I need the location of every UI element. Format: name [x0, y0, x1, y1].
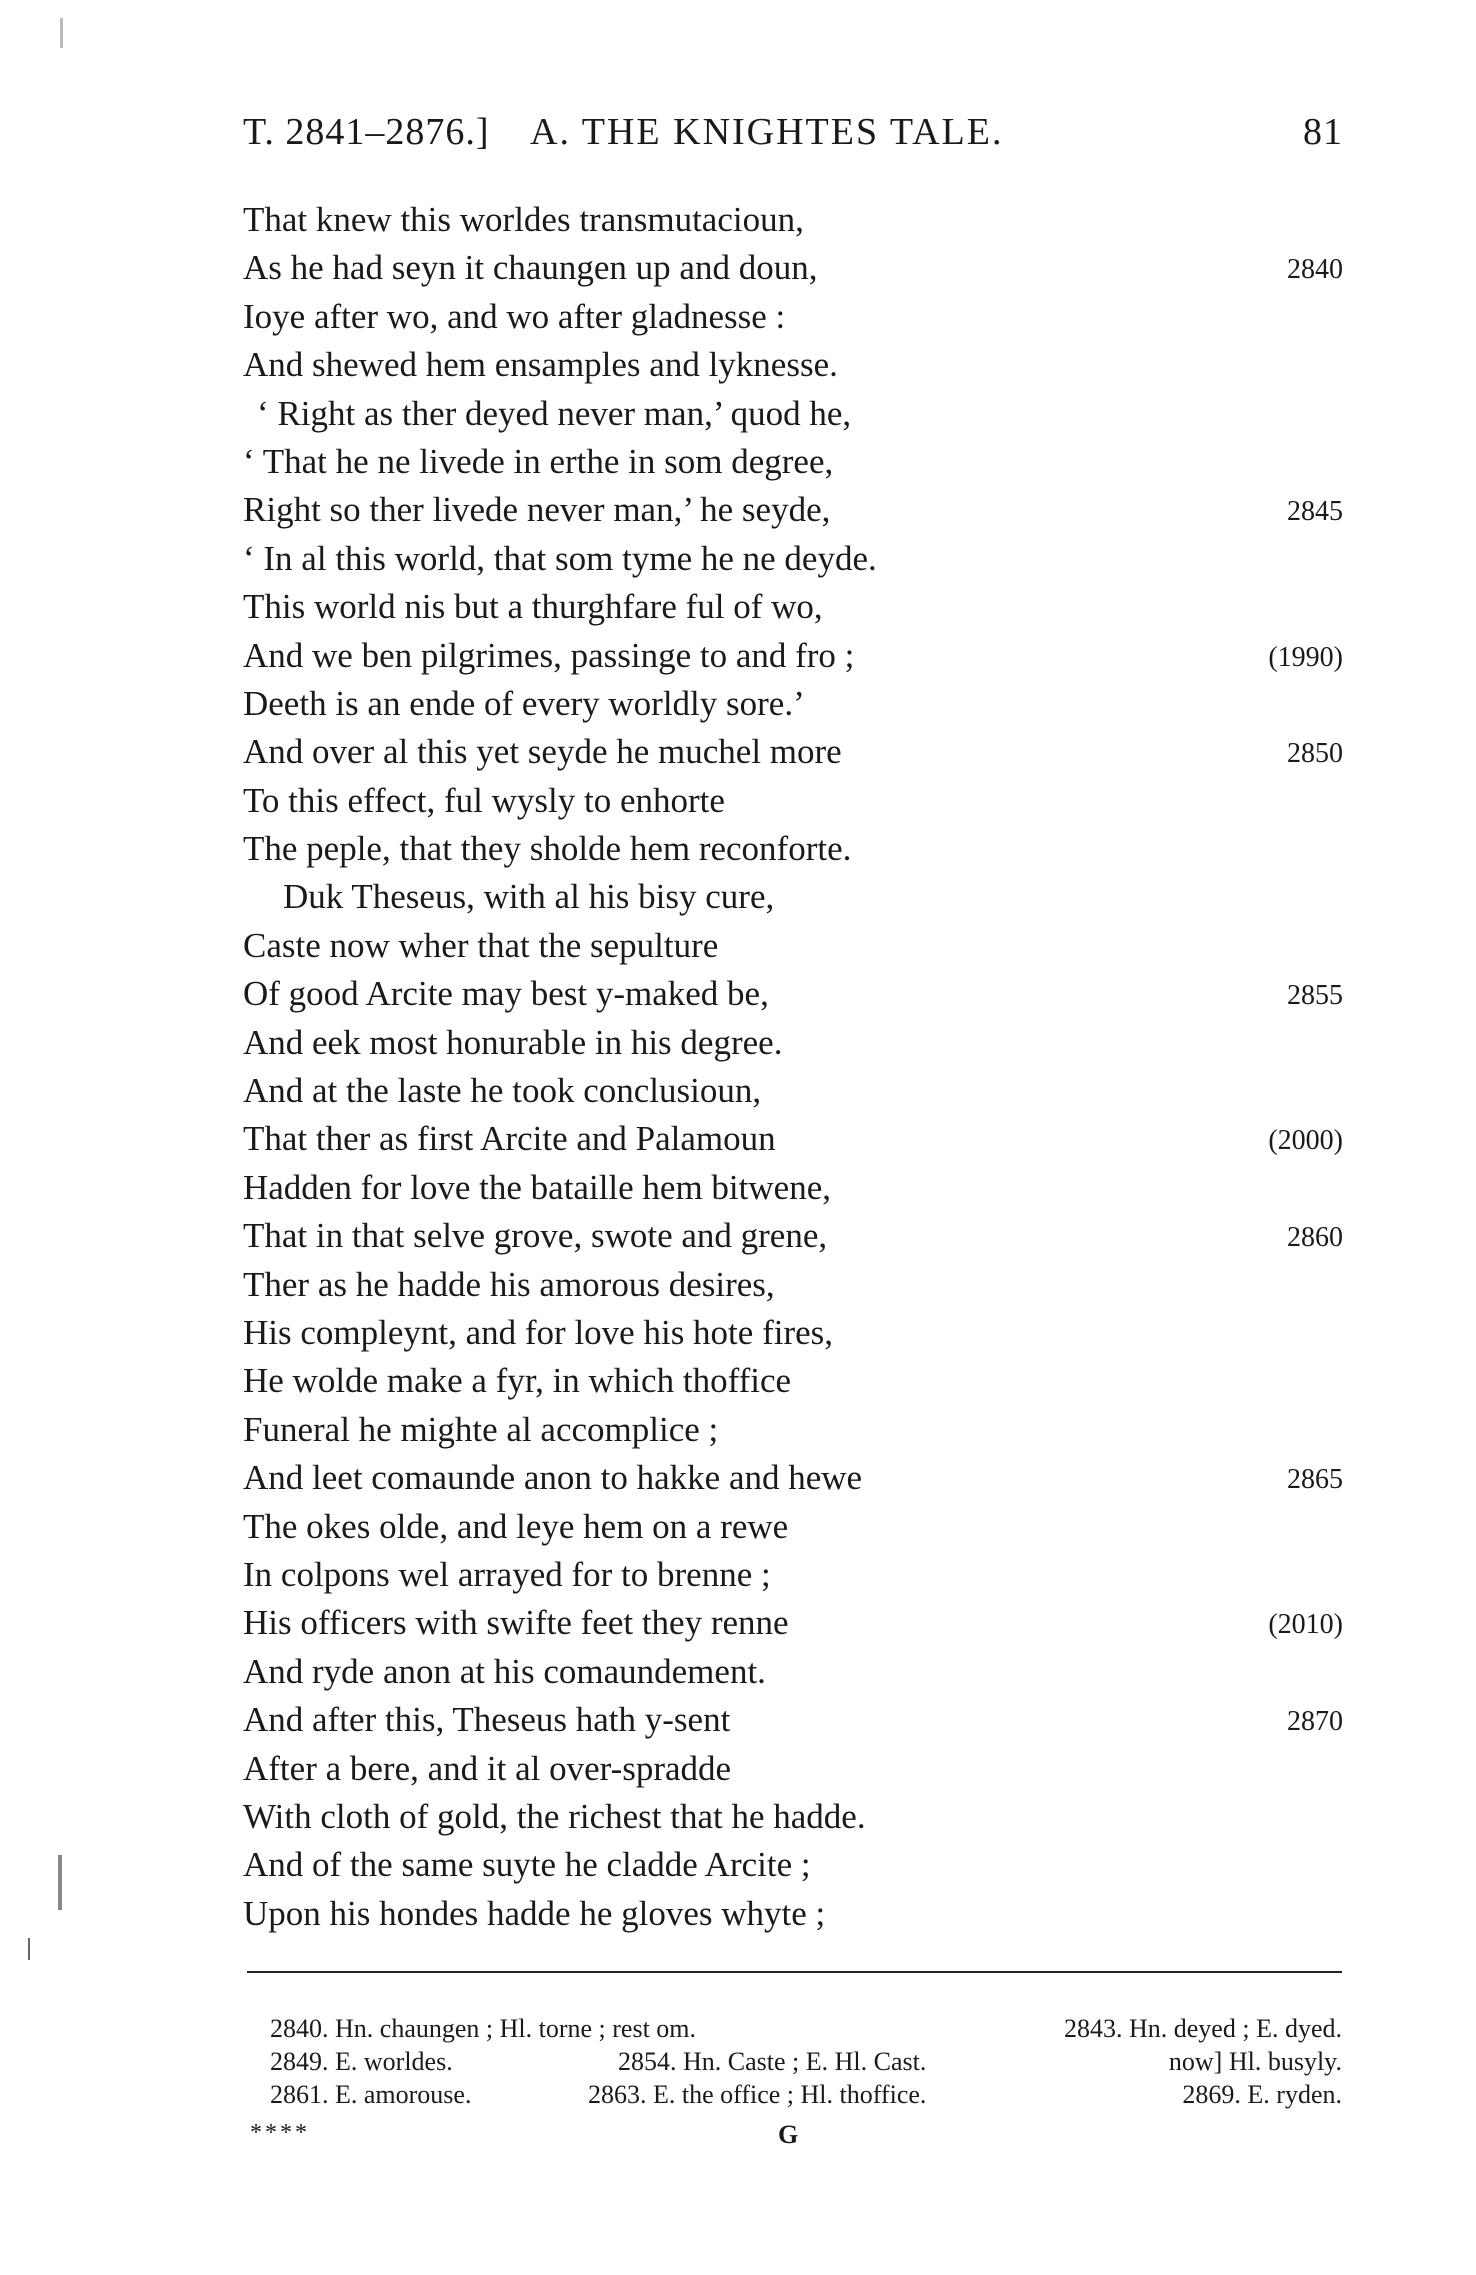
verse-line: Funeral he mighte al accomplice ; [243, 1409, 719, 1449]
verse-line: His officers with swifte feet they renne (2010) [243, 1599, 1343, 1647]
verse-line: ‘ In al this world, that som tyme he ne deyde. [243, 538, 877, 578]
verse-line: And shewed hem ensamples and lyknesse. [243, 345, 838, 385]
footnote: 2840. Hn. chaungen ; Hl. torne ; rest om. [270, 2014, 697, 2043]
footnotes [250, 2012, 1342, 2149]
footnote: now] Hl. busyly. [1168, 2047, 1342, 2076]
verse-line: His compleynt, and for love his hote fires, [243, 1312, 834, 1352]
verse-line: And we ben pilgrimes, passinge to and fro ; (1990) [243, 632, 1343, 680]
line-number: (2000) [1268, 1125, 1343, 1157]
line-number: 2855 [1287, 980, 1343, 1012]
verse-line: The peple, that they sholde hem reconforte. [243, 829, 852, 869]
footnote: 2861. E. amorouse. [270, 2080, 472, 2109]
scan-speck [28, 1938, 30, 1960]
verse-line: Deeth is an ende of every worldly sore.’ [243, 683, 805, 723]
verse-line: That knew this worldes transmutacioun, [243, 200, 804, 239]
line-number: 2860 [1287, 1222, 1343, 1254]
line-number: 2865 [1287, 1464, 1343, 1496]
verse-line: ‘ That he ne livede in erthe in som degree, [243, 441, 834, 481]
verse-line: Hadden for love the bataille hem bitwene, [243, 1167, 831, 1207]
verse-line: With cloth of gold, the richest that he hadde. [243, 1796, 866, 1836]
running-header [243, 110, 1343, 160]
scan-speck [60, 18, 63, 48]
verse-line: And over al this yet seyde he muchel more 2850 [243, 728, 1343, 776]
signature-letter: G [778, 2120, 799, 2149]
verse-line: The okes olde, and leye hem on a rewe [243, 1506, 789, 1546]
line-number: 2840 [1287, 254, 1343, 286]
verse-line: And of the same suyte he cladde Arcite ; [243, 1845, 811, 1885]
verse-line: And leet comaunde anon to hakke and hewe 2865 [243, 1454, 1343, 1502]
verse-line: After a bere, and it al over-spradde [243, 1748, 732, 1788]
footnote: 2869. E. ryden. [1182, 2080, 1342, 2109]
scan-speck [58, 1855, 62, 1910]
line-number: (1990) [1268, 641, 1343, 673]
line-range: T. 2841–2876.] [243, 111, 490, 153]
verse-line: Of good Arcite may best y-maked be, 2855 [243, 970, 1343, 1018]
line-number: 2870 [1287, 1706, 1343, 1738]
verse-line: In colpons wel arrayed for to brenne ; [243, 1554, 771, 1594]
verse-line: He wolde make a fyr, in which thoffice [243, 1361, 792, 1401]
verse-line: To this effect, ful wysly to enhorte [243, 780, 725, 820]
verse-line: As he had seyn it chaungen up and doun, 2840 [243, 244, 1343, 292]
verse-line: That ther as first Arcite and Palamoun (2000) [243, 1115, 1343, 1163]
footnote-rule [247, 1971, 1342, 1973]
footnote: 2854. Hn. Caste ; E. Hl. Cast. [618, 2047, 927, 2076]
line-number: (2010) [1268, 1609, 1343, 1641]
footnote-row [250, 2078, 1342, 2111]
verse-line: Duk Theseus, with al his bisy cure, [283, 877, 775, 917]
verse-line: And at the laste he took conclusioun, [243, 1071, 762, 1111]
line-number: 2850 [1287, 738, 1343, 770]
footnote: 2843. Hn. deyed ; E. dyed. [1063, 2014, 1342, 2043]
footnote-row [250, 2012, 1342, 2045]
verse-line: That in that selve grove, swote and grene, 2860 [243, 1212, 1343, 1260]
page-title: A. THE KNIGHTES TALE. [530, 111, 1004, 153]
verse-line: This world nis but a thurghfare ful of wo, [243, 587, 823, 627]
line-number: 2845 [1287, 496, 1343, 528]
verse-line: Upon his hondes hadde he gloves whyte ; [243, 1893, 826, 1933]
verse-text [243, 196, 1343, 1938]
footnote-row [250, 2045, 1342, 2078]
verse-line: Caste now wher that the sepulture [243, 925, 719, 965]
verse-line: Ther as he hadde his amorous desires, [243, 1264, 775, 1304]
footnote: 2863. E. the office ; Hl. thoffice. [588, 2080, 927, 2109]
verse-line: ‘ Right as ther deyed never man,’ quod he, [257, 393, 852, 433]
page-number: 81 [1303, 111, 1343, 153]
verse-line: And after this, Theseus hath y-sent 2870 [243, 1696, 1343, 1744]
verse-line: Ioye after wo, and wo after gladnesse : [243, 296, 786, 336]
footnote: 2849. E. worldes. [270, 2047, 453, 2076]
verse-line: Right so ther livede never man,’ he seyde, 2845 [243, 486, 1343, 534]
signature-mark: **** [250, 2120, 310, 2146]
verse-line: And ryde anon at his comaundement. [243, 1651, 766, 1691]
verse-line: And eek most honurable in his degree. [243, 1022, 783, 1062]
